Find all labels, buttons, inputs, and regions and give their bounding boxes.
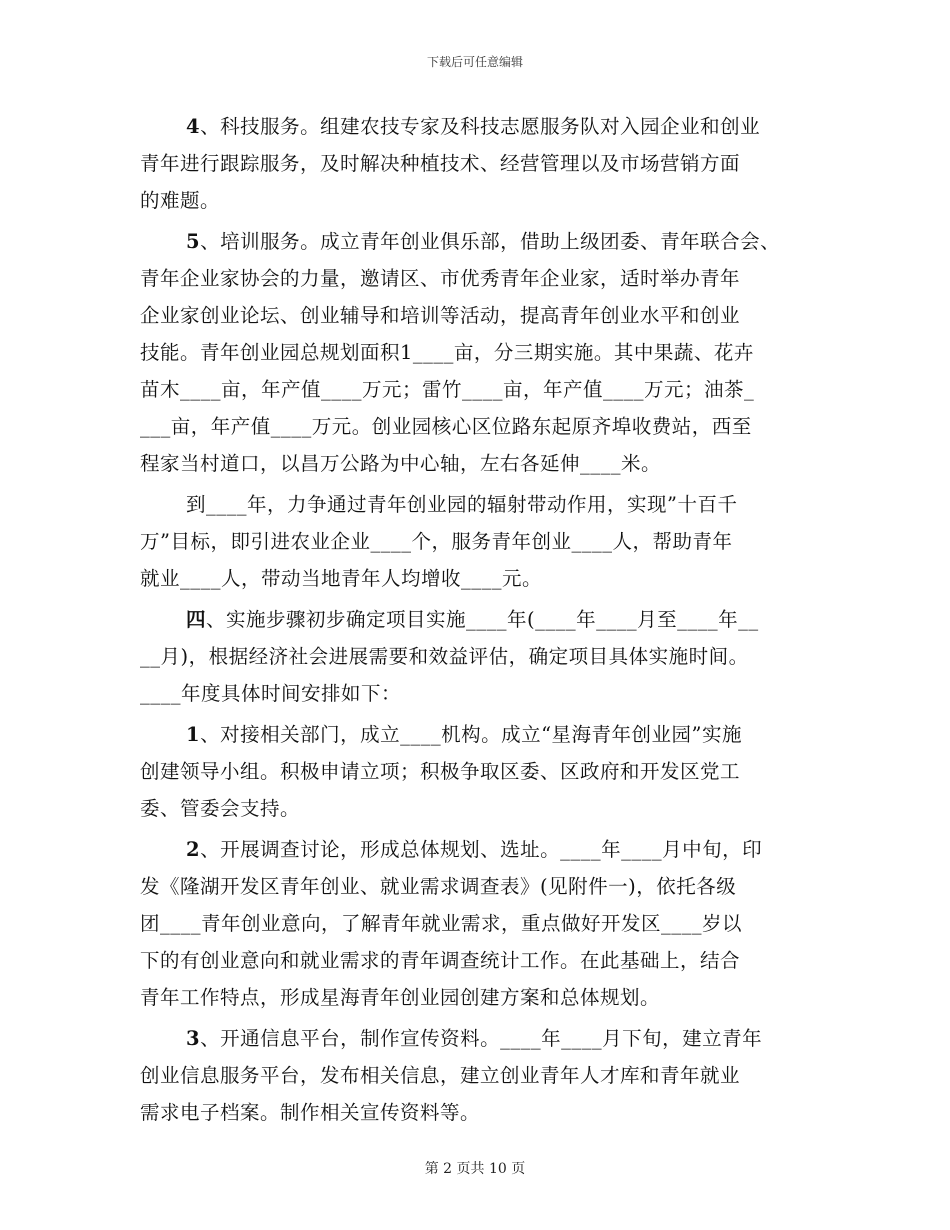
paragraph-line (140, 1020, 820, 1057)
line-text: 青年工作特点，形成星海青年创业园创建方案和总体规划。 (140, 986, 661, 1009)
paragraph (140, 108, 820, 219)
paragraph-line (140, 675, 820, 712)
line-text: 程家当村道口，以昌万公路为中心轴，左右各延伸____米。 (140, 452, 662, 475)
paragraph-line (140, 445, 820, 482)
paragraph-line (140, 260, 820, 297)
paragraph (140, 601, 820, 712)
line-text: 青年进行跟踪服务，及时解决种植技术、经营管理以及市场营销方面 (140, 152, 741, 175)
paragraph-lead: 5 (186, 230, 201, 253)
line-text: 企业家创业论坛、创业辅导和培训等活动，提高青年创业水平和创业 (140, 304, 741, 327)
line-text: ____年度具体时间安排如下： (140, 682, 402, 705)
line-text: 苗木____亩，年产值____万元；雷竹____亩，年产值____万元；油茶_ (140, 378, 755, 401)
line-text: 创建领导小组。积极申请立项；积极争取区委、区政府和开发区党工 (140, 760, 741, 783)
paragraph-line (140, 108, 820, 145)
line-text: 的难题。 (140, 189, 221, 212)
line-text: 、科技服务。组建农技专家及科技志愿服务队对入园企业和创业 (200, 115, 761, 138)
paragraph-line (140, 905, 820, 942)
paragraph-lead: 3 (186, 1027, 201, 1050)
paragraph-line (140, 942, 820, 979)
paragraph (140, 486, 820, 597)
line-text: 、培训服务。成立青年创业俱乐部，借助上级团委、青年联合会、 (200, 230, 781, 253)
paragraph-line (140, 601, 820, 638)
line-text: 、开通信息平台，制作宣传资料。____年____月下旬，建立青年 (200, 1027, 763, 1050)
paragraph (140, 831, 820, 1016)
paragraph-lead: 4 (186, 115, 201, 138)
paragraph-line (140, 182, 820, 219)
paragraph-line (140, 1057, 820, 1094)
paragraph-lead: 1 (186, 723, 201, 746)
paragraph-list (140, 108, 820, 1131)
line-text: ___亩，年产值____万元。创业园核心区位路东起原齐埠收费站，西至 (140, 415, 752, 438)
paragraph-line (140, 223, 820, 260)
paragraph-lead: 2 (186, 838, 201, 861)
paragraph-line (140, 486, 820, 523)
paragraph-line (140, 371, 820, 408)
page-header: 下载后可任意编辑 (426, 55, 523, 69)
paragraph-line (140, 868, 820, 905)
paragraph-lead: 四 (186, 608, 207, 631)
line-text: 万”目标，即引进农业企业____个，服务青年创业____人，帮助青年 (140, 530, 733, 553)
paragraph-line (140, 753, 820, 790)
paragraph (140, 223, 820, 482)
line-text: 就业____人，带动当地青年人均增收____元。 (140, 567, 543, 590)
line-text: 到____年，力争通过青年创业园的辐射带动作用，实现”十百千 (186, 493, 738, 516)
paragraph-line (140, 1094, 820, 1131)
line-text: 、开展调查讨论，形成总体规划、选址。____年____月中旬，印 (200, 838, 763, 861)
paragraph-line (140, 408, 820, 445)
paragraph-line (140, 523, 820, 560)
line-text: 委、管委会支持。 (140, 797, 301, 820)
paragraph-line (140, 716, 820, 753)
paragraph-line (140, 560, 820, 597)
paragraph (140, 1020, 820, 1131)
line-text: 需求电子档案。制作相关宣传资料等。 (140, 1101, 481, 1124)
line-text: 下的有创业意向和就业需求的青年调查统计工作。在此基础上，结合 (140, 949, 741, 972)
document-body (140, 108, 820, 1135)
paragraph-line (140, 145, 820, 182)
line-text: 青年企业家协会的力量，邀请区、市优秀青年企业家，适时举办青年 (140, 267, 741, 290)
paragraph-line (140, 334, 820, 371)
line-text: 技能。青年创业园总规划面积1____亩，分三期实施。其中果蔬、花卉 (140, 341, 754, 364)
line-text: 、对接相关部门，成立____机构。成立“星海青年创业园”实施 (200, 723, 743, 746)
paragraph-line (140, 790, 820, 827)
page-footer: 第 2 页共 10 页 (424, 1161, 526, 1177)
paragraph-line (140, 979, 820, 1016)
line-text: 、实施步骤初步确定项目实施____年(____年____月至____年__ (206, 608, 759, 631)
paragraph-line (140, 638, 820, 675)
paragraph (140, 716, 820, 827)
paragraph-line (140, 297, 820, 334)
line-text: 发《隆湖开发区青年创业、就业需求调查表》(见附件一)，依托各级 (140, 875, 737, 898)
line-text: 创业信息服务平台，发布相关信息，建立创业青年人才库和青年就业 (140, 1064, 741, 1087)
paragraph-line (140, 831, 820, 868)
line-text: 团____青年创业意向，了解青年就业需求，重点做好开发区____岁以 (140, 912, 743, 935)
line-text: __月)，根据经济社会进展需要和效益评估，确定项目具体实施时间。 (140, 645, 749, 668)
